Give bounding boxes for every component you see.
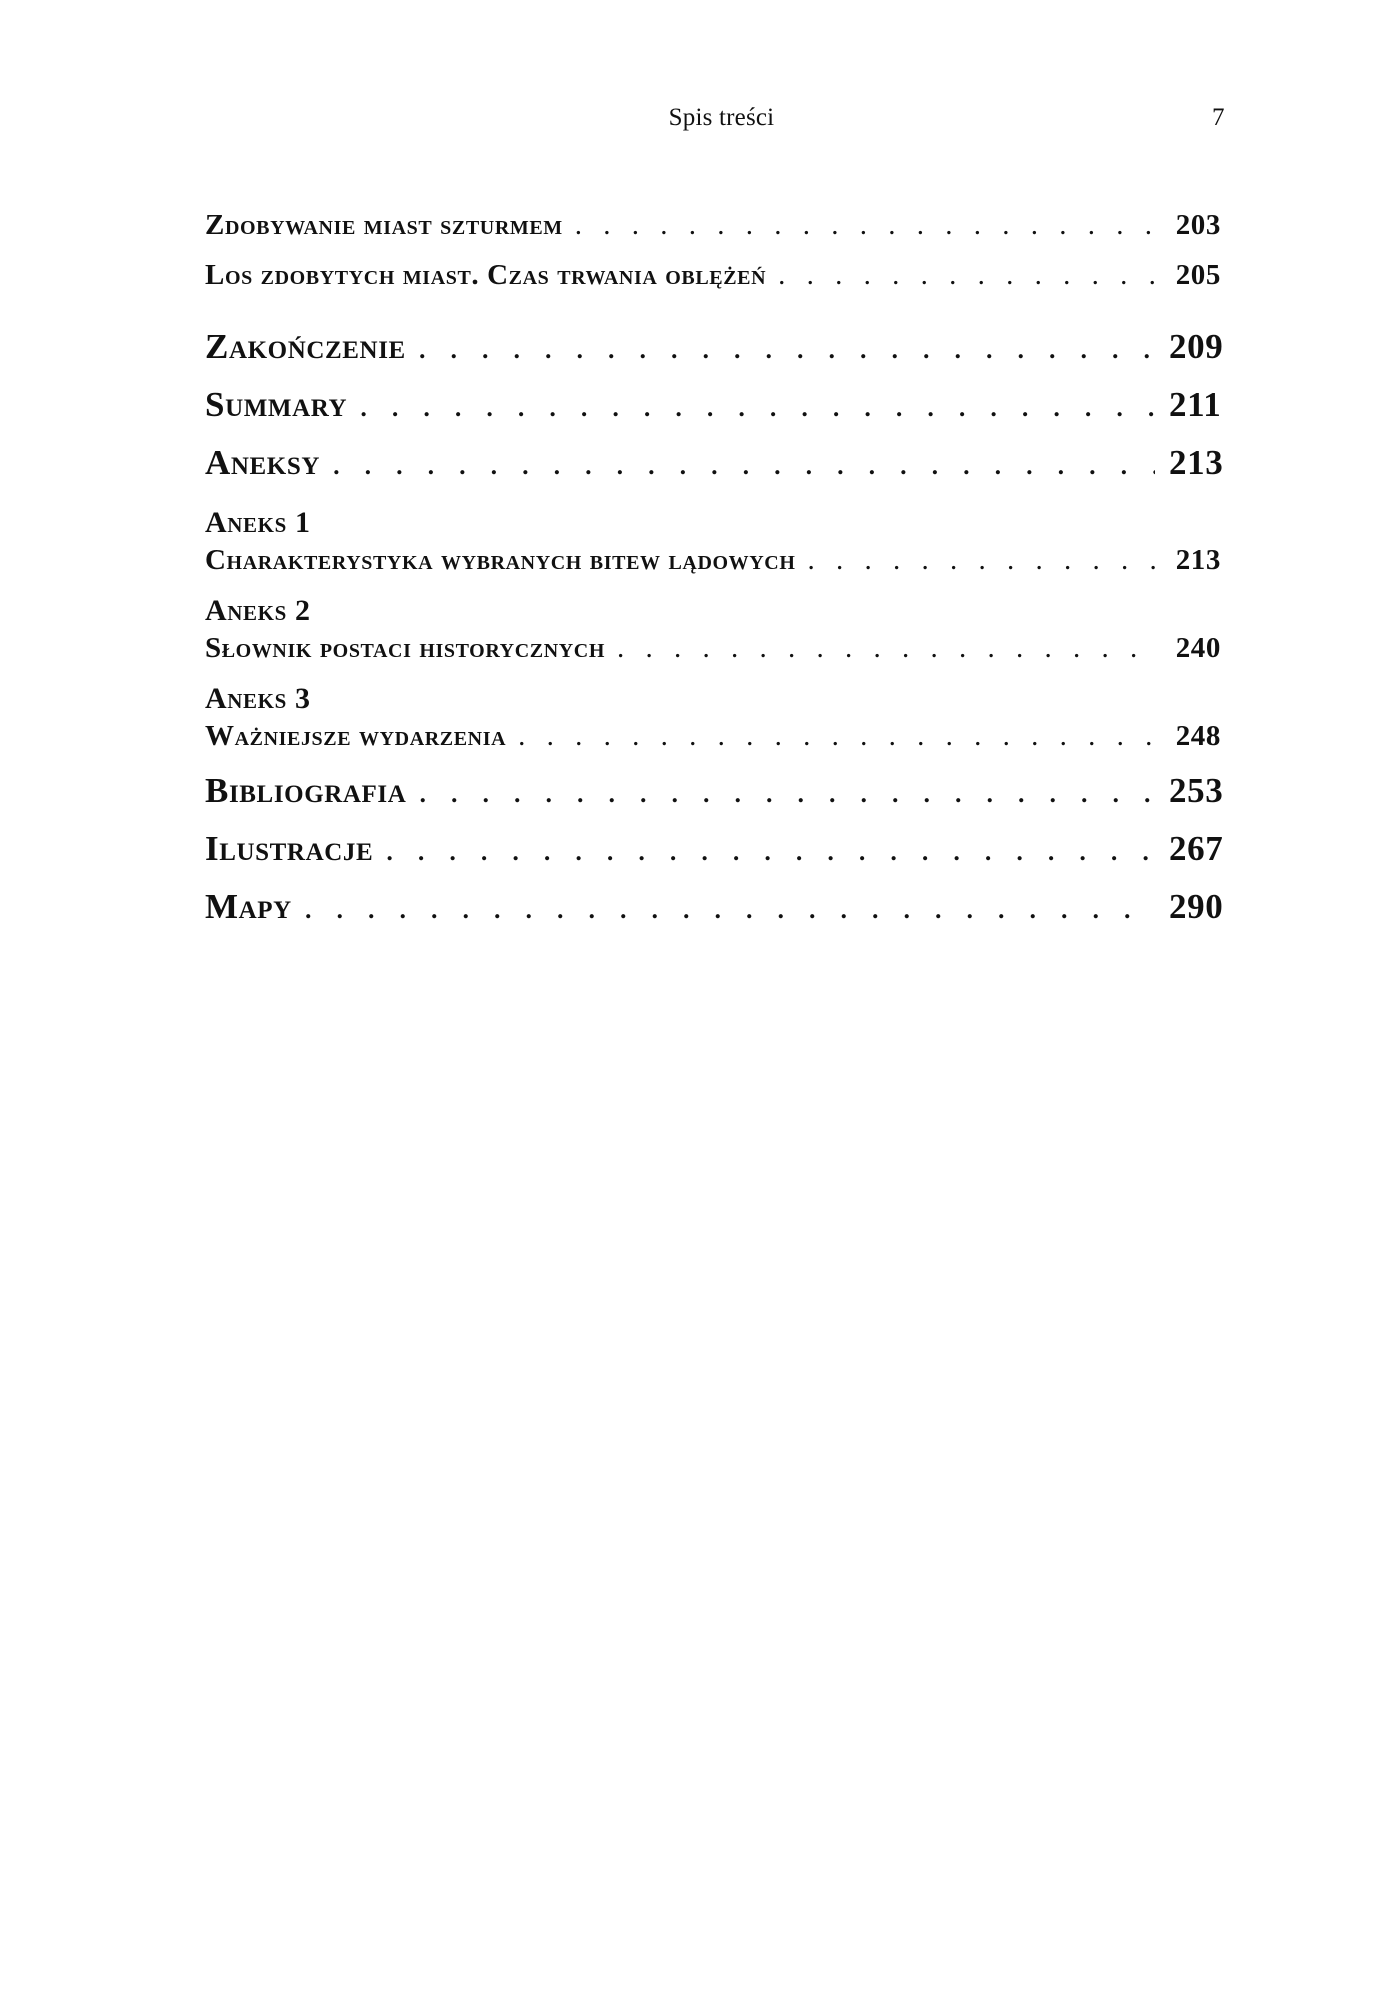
toc-entry-page: 267 [1169,829,1224,868]
toc-entry-slownik-postaci[interactable] [205,628,1221,668]
toc-entry-page: 213 [1169,443,1224,482]
dot-leader [617,628,1155,668]
toc-entry-zakonczenie[interactable] [205,318,1224,376]
toc-entry-title: Charakterystyka wybranych bitew lądowych [205,544,796,576]
toc-entry-title: Summary [205,385,348,424]
toc-entry-page: 211 [1169,385,1222,424]
toc-entry-page: 209 [1169,327,1224,366]
toc-entry-aneksy[interactable] [205,434,1224,492]
toc-annex-2 [205,594,1221,668]
dot-leader [385,820,1155,878]
running-header [0,104,1400,144]
toc-entry-title: Ważniejsze wydarzenia [205,720,507,752]
annex-label: Aneks 1 [205,506,311,539]
toc-entry-bibliografia[interactable] [205,762,1224,820]
dot-leader [418,318,1155,376]
toc-entry-title: Aneksy [205,443,321,482]
toc-entry-page: 203 [1175,209,1221,241]
dot-leader [518,716,1155,756]
dot-leader [575,200,1155,250]
dot-leader [808,540,1156,580]
dot-leader [359,376,1155,434]
toc-entry-title: Ilustracje [205,829,374,868]
toc-entry-page: 213 [1175,544,1221,576]
toc-entry-charakterystyka-bitew[interactable] [205,540,1221,580]
toc-entry-los-zdobytych-miast[interactable] [205,250,1221,300]
toc-annex-1 [205,506,1221,580]
toc-entry-title: Los zdobytych miast. Czas trwania oblężeń [205,259,767,291]
page-number: 7 [1212,104,1225,131]
toc-entry-title: Mapy [205,887,292,926]
dot-leader [778,250,1155,300]
toc-entry-title: Zdobywanie miast szturmem [205,209,563,241]
toc-entry-page: 240 [1175,632,1221,664]
toc-entry-title: Bibliografia [205,771,407,810]
toc-entry-ilustracje[interactable] [205,820,1224,878]
toc-entry-summary[interactable] [205,376,1221,434]
toc-entry-title: Zakończenie [205,327,406,366]
toc-entry-mapy[interactable] [205,878,1224,936]
dot-leader [418,762,1155,820]
running-title: Spis treści [668,104,775,131]
toc-entry-page: 253 [1169,771,1224,810]
toc-entry-page: 248 [1175,720,1221,752]
table-of-contents [205,200,1224,936]
toc-entry-title: Słownik postaci historycznych [205,632,605,664]
annex-label: Aneks 2 [205,594,311,627]
toc-entry-page: 205 [1175,259,1221,291]
toc-annex-3 [205,682,1221,756]
annex-label: Aneks 3 [205,682,311,715]
dot-leader [304,878,1155,936]
toc-entry-wazniejsze-wydarzenia[interactable] [205,716,1221,756]
toc-entry-page: 290 [1169,887,1224,926]
dot-leader [332,434,1155,492]
toc-entry-zdobywanie-miast[interactable] [205,200,1221,250]
